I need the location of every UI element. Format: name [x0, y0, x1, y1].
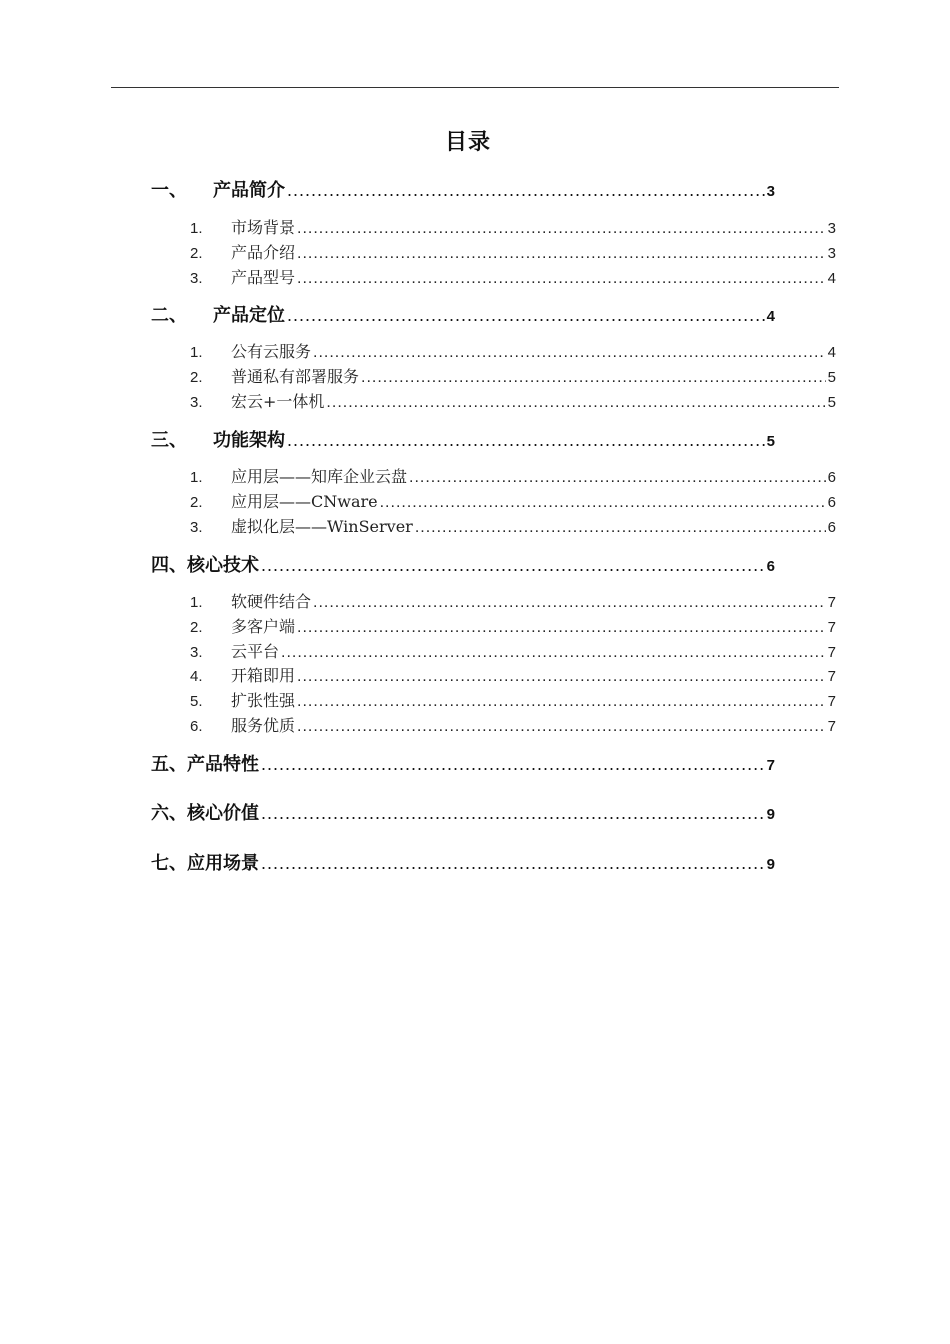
toc-item-number: 2.: [190, 369, 203, 386]
toc-page-number: 9: [766, 806, 775, 823]
dot-leader: [261, 803, 765, 824]
toc-section-number: 二、: [151, 305, 187, 326]
dot-leader: [297, 718, 826, 736]
toc-item-4-5[interactable]: [190, 688, 836, 711]
toc-item-title: 公有云服务: [231, 342, 312, 361]
dot-leader: [261, 853, 765, 874]
dot-leader: [261, 754, 765, 775]
toc-item-1-3[interactable]: [190, 265, 836, 288]
toc-page-number: 9: [766, 856, 775, 873]
dot-leader: [313, 594, 826, 612]
dot-leader: [380, 494, 826, 512]
toc-item-1-2[interactable]: [190, 240, 836, 263]
toc-section-title: 产品特性: [187, 754, 259, 775]
toc-page-number: 6: [827, 469, 836, 486]
toc-section-2[interactable]: [151, 301, 775, 327]
toc-section-1[interactable]: [151, 176, 775, 202]
dot-leader: [297, 619, 826, 637]
toc-item-number: 1.: [190, 344, 203, 361]
dot-leader: [287, 305, 765, 326]
toc-item-number: 3.: [190, 519, 203, 536]
dot-leader: [313, 344, 826, 362]
toc-item-number: 2.: [190, 619, 203, 636]
toc-item-title: 宏云+一体机: [231, 392, 325, 411]
toc-page-number: 7: [827, 693, 836, 710]
toc-item-number: 3.: [190, 394, 203, 411]
dot-leader: [297, 245, 826, 263]
toc-item-title: 软硬件结合: [231, 592, 312, 611]
toc-section-title: 产品简介: [213, 180, 285, 201]
toc-item-title: 开箱即用: [231, 666, 296, 685]
toc-section-title: 产品定位: [213, 305, 285, 326]
toc-section-number: 三、: [151, 430, 187, 451]
toc-section-6[interactable]: [151, 799, 775, 825]
toc-section-number: 四、: [151, 555, 187, 576]
toc-page-number: 7: [766, 757, 775, 774]
toc-section-title: 核心技术: [187, 555, 259, 576]
dot-leader: [415, 519, 826, 537]
toc-page-number: 4: [827, 270, 836, 287]
toc-item-title: 扩张性强: [231, 691, 296, 710]
toc-item-2-1[interactable]: [190, 339, 836, 362]
toc-page-number: 7: [827, 718, 836, 735]
toc-item-4-2[interactable]: [190, 614, 836, 637]
toc-item-3-3[interactable]: [190, 514, 836, 537]
toc-item-4-3[interactable]: [190, 639, 836, 662]
toc-item-4-4[interactable]: [190, 663, 836, 686]
dot-leader: [409, 469, 826, 487]
toc-item-4-6[interactable]: [190, 713, 836, 736]
toc-page-number: 6: [766, 558, 775, 575]
toc-item-number: 2.: [190, 494, 203, 511]
dot-leader: [297, 220, 826, 238]
toc-page-number: 5: [766, 433, 775, 450]
toc-section-number: 七、: [151, 853, 187, 874]
toc-page-number: 3: [827, 220, 836, 237]
toc-section-title: 应用场景: [187, 853, 259, 874]
toc-page-number: 3: [766, 183, 775, 200]
toc-page-number: 7: [827, 594, 836, 611]
dot-leader: [297, 668, 826, 686]
toc-page-number: 4: [766, 308, 775, 325]
toc-page-number: 7: [827, 644, 836, 661]
dot-leader: [297, 270, 826, 288]
toc-item-title: 普通私有部署服务: [231, 367, 360, 386]
toc-item-number: 1.: [190, 469, 203, 486]
toc-section-4[interactable]: [151, 551, 775, 577]
toc-section-5[interactable]: [151, 750, 775, 776]
toc-item-title: 产品型号: [231, 268, 296, 287]
toc-item-number: 3.: [190, 644, 203, 661]
toc-item-4-1[interactable]: [190, 589, 836, 612]
toc-item-2-2[interactable]: [190, 364, 836, 387]
dot-leader: [287, 430, 765, 451]
toc-page-number: 3: [827, 245, 836, 262]
toc-item-number: 5.: [190, 693, 203, 710]
toc-page-number: 7: [827, 668, 836, 685]
toc-section-number: 五、: [151, 754, 187, 775]
dot-leader: [261, 555, 765, 576]
toc-page-number: 7: [827, 619, 836, 636]
toc-section-3[interactable]: [151, 426, 775, 452]
toc-item-number: 6.: [190, 718, 203, 735]
toc-item-3-1[interactable]: [190, 464, 836, 487]
toc-item-1-1[interactable]: [190, 215, 836, 238]
dot-leader: [326, 394, 825, 412]
toc-section-number: 一、: [151, 180, 187, 201]
toc-item-title: 应用层——CNware: [231, 492, 378, 511]
toc-item-title: 产品介绍: [231, 243, 296, 262]
toc-item-title: 虚拟化层——WinServer: [231, 517, 413, 536]
toc-item-number: 2.: [190, 245, 203, 262]
toc-section-7[interactable]: [151, 849, 775, 875]
toc-title: 目录: [444, 130, 491, 155]
toc-section-title: 核心价值: [187, 803, 259, 824]
toc-item-title: 应用层——知库企业云盘: [231, 467, 408, 486]
toc-item-title: 服务优质: [231, 716, 296, 735]
toc-section-title: 功能架构: [213, 430, 285, 451]
toc-page-number: 6: [827, 519, 836, 536]
header-rule: [111, 87, 839, 88]
toc-section-number: 六、: [151, 803, 187, 824]
toc-item-title: 多客户端: [231, 617, 296, 636]
dot-leader: [297, 693, 826, 711]
toc-item-2-3[interactable]: [190, 389, 836, 412]
toc-item-number: 3.: [190, 270, 203, 287]
toc-item-title: 市场背景: [231, 218, 296, 237]
toc-page-number: 5: [827, 369, 836, 386]
toc-item-number: 1.: [190, 220, 203, 237]
toc-page-number: 6: [827, 494, 836, 511]
toc-page-number: 5: [827, 394, 836, 411]
toc-item-title: 云平台: [231, 642, 280, 661]
toc-item-number: 4.: [190, 668, 203, 685]
toc-page-number: 4: [827, 344, 836, 361]
dot-leader: [281, 644, 826, 662]
toc-item-3-2[interactable]: [190, 489, 836, 512]
toc-item-number: 1.: [190, 594, 203, 611]
dot-leader: [361, 369, 826, 387]
dot-leader: [287, 180, 765, 201]
